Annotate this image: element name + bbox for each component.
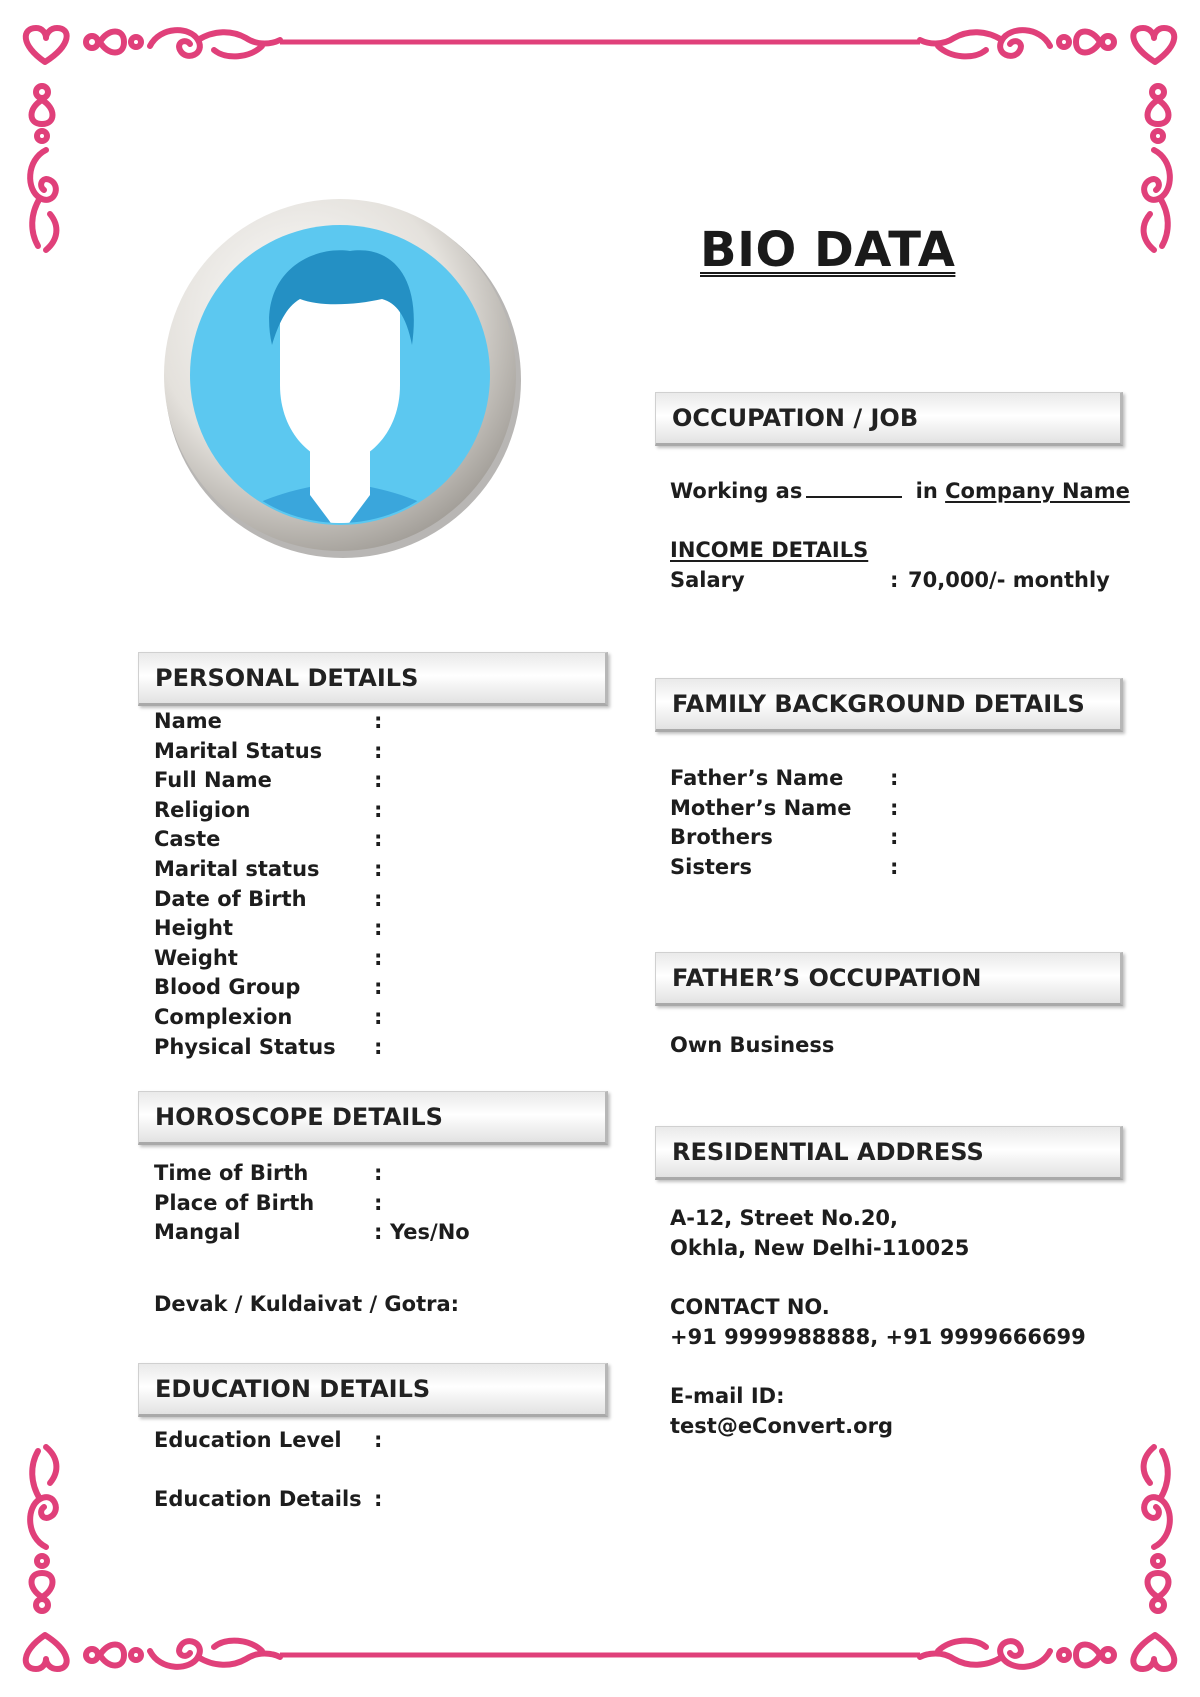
family-field-separator: : — [890, 766, 899, 790]
personal-field-label: Marital Status — [154, 738, 323, 763]
personal-field-row — [154, 857, 614, 886]
family-field-row — [670, 796, 1130, 825]
personal-field-separator: : — [374, 738, 383, 763]
personal-field-label: Caste — [154, 827, 221, 852]
horoscope-field-separator: : — [374, 1220, 383, 1244]
profile-avatar[interactable] — [160, 195, 530, 565]
personal-details-header-label: PERSONAL DETAILS — [155, 664, 419, 692]
salary-label: Salary — [670, 568, 745, 592]
family-field-row — [670, 855, 1130, 884]
personal-field-label: Marital status — [154, 857, 320, 881]
horoscope-details-header-label: HOROSCOPE DETAILS — [155, 1103, 443, 1131]
residential-address-header — [655, 1126, 1123, 1180]
salary-separator: : — [890, 568, 899, 592]
contact-label: CONTACT NO. — [670, 1295, 830, 1319]
address-line-2: Okhla, New Delhi-110025 — [670, 1236, 970, 1260]
family-field-label: Brothers — [670, 825, 773, 850]
personal-field-separator: : — [374, 1005, 383, 1029]
horoscope-field-value[interactable]: Yes/No — [390, 1220, 470, 1244]
gotra-label: Devak / Kuldaivat / Gotra: — [154, 1292, 460, 1316]
personal-field-separator: : — [374, 916, 383, 941]
education-field-separator: : — [374, 1428, 383, 1452]
personal-field-label: Full Name — [154, 768, 272, 793]
in-label: in — [915, 479, 938, 503]
personal-field-row — [154, 916, 614, 945]
personal-field-separator: : — [374, 975, 383, 1000]
personal-field-label: Date of Birth — [154, 886, 307, 911]
family-field-row — [670, 766, 1130, 795]
horoscope-field-label: Time of Birth — [154, 1161, 309, 1185]
personal-field-label: Height — [154, 916, 234, 941]
salary-row — [670, 568, 1130, 597]
father-occupation-header-label: FATHER’S OCCUPATION — [672, 964, 982, 992]
email-label: E-mail ID: — [670, 1384, 785, 1408]
contact-value: +91 9999988888, +91 9999666699 — [670, 1325, 1086, 1349]
personal-field-separator: : — [374, 709, 383, 733]
page-title: BIO DATA — [700, 222, 956, 278]
horoscope-field-separator: : — [374, 1161, 383, 1185]
horoscope-details-header — [138, 1091, 608, 1145]
family-background-header — [655, 678, 1123, 732]
horoscope-field-row — [154, 1220, 614, 1249]
education-field-label: Education Level — [154, 1428, 342, 1452]
address-line-1: A-12, Street No.20, — [670, 1206, 899, 1230]
personal-field-row — [154, 827, 614, 856]
salary-value: 70,000/- monthly — [908, 568, 1110, 592]
personal-field-row — [154, 887, 614, 916]
father-occupation-header — [655, 952, 1123, 1006]
horoscope-field-row — [154, 1161, 614, 1190]
personal-field-label: Weight — [154, 945, 238, 970]
education-field-row — [154, 1487, 614, 1516]
personal-field-row — [154, 798, 614, 827]
personal-field-separator: : — [374, 797, 383, 822]
personal-field-separator: : — [374, 945, 383, 970]
personal-field-label: Name — [154, 709, 222, 733]
working-as-line — [670, 478, 1130, 503]
family-field-separator: : — [890, 854, 899, 879]
education-details-header-label: EDUCATION DETAILS — [155, 1375, 431, 1403]
personal-field-label: Complexion — [154, 1005, 293, 1029]
working-as-label: Working as — [670, 479, 803, 503]
income-details-heading: INCOME DETAILS — [670, 538, 869, 562]
personal-field-row — [154, 1035, 614, 1064]
occupation-header-label: OCCUPATION / JOB — [672, 404, 919, 432]
family-background-header-label: FAMILY BACKGROUND DETAILS — [672, 690, 1085, 718]
family-field-label: Mother’s Name — [670, 795, 852, 820]
horoscope-field-label: Mangal — [154, 1220, 241, 1244]
family-field-label: Sisters — [670, 854, 752, 879]
horoscope-field-separator: : — [374, 1190, 383, 1215]
job-title-blank[interactable] — [806, 478, 902, 498]
family-field-separator: : — [890, 795, 899, 820]
personal-details-header — [138, 652, 608, 706]
family-field-label: Father’s Name — [670, 766, 844, 790]
father-occupation-value: Own Business — [670, 1033, 835, 1057]
personal-field-separator: : — [374, 886, 383, 911]
email-value[interactable]: test@eConvert.org — [670, 1414, 893, 1438]
education-field-separator: : — [374, 1487, 383, 1511]
family-field-separator: : — [890, 825, 899, 850]
personal-field-label: Blood Group — [154, 975, 301, 1000]
personal-field-row — [154, 768, 614, 797]
education-field-row — [154, 1428, 614, 1457]
personal-field-row — [154, 975, 614, 1004]
education-field-label: Education Details — [154, 1487, 362, 1511]
personal-field-separator: : — [374, 857, 383, 881]
personal-field-label: Religion — [154, 797, 251, 822]
personal-field-row — [154, 946, 614, 975]
company-name: Company Name — [945, 479, 1130, 503]
education-details-header — [138, 1363, 608, 1417]
personal-field-separator: : — [374, 827, 383, 852]
personal-field-separator: : — [374, 768, 383, 793]
family-field-row — [670, 825, 1130, 854]
personal-field-label: Physical Status — [154, 1034, 336, 1059]
occupation-header — [655, 392, 1123, 446]
personal-field-separator: : — [374, 1034, 383, 1059]
horoscope-field-label: Place of Birth — [154, 1190, 315, 1215]
personal-field-row — [154, 709, 614, 738]
personal-field-row — [154, 739, 614, 768]
personal-field-row — [154, 1005, 614, 1034]
horoscope-field-row — [154, 1191, 614, 1220]
residential-address-header-label: RESIDENTIAL ADDRESS — [672, 1138, 984, 1166]
